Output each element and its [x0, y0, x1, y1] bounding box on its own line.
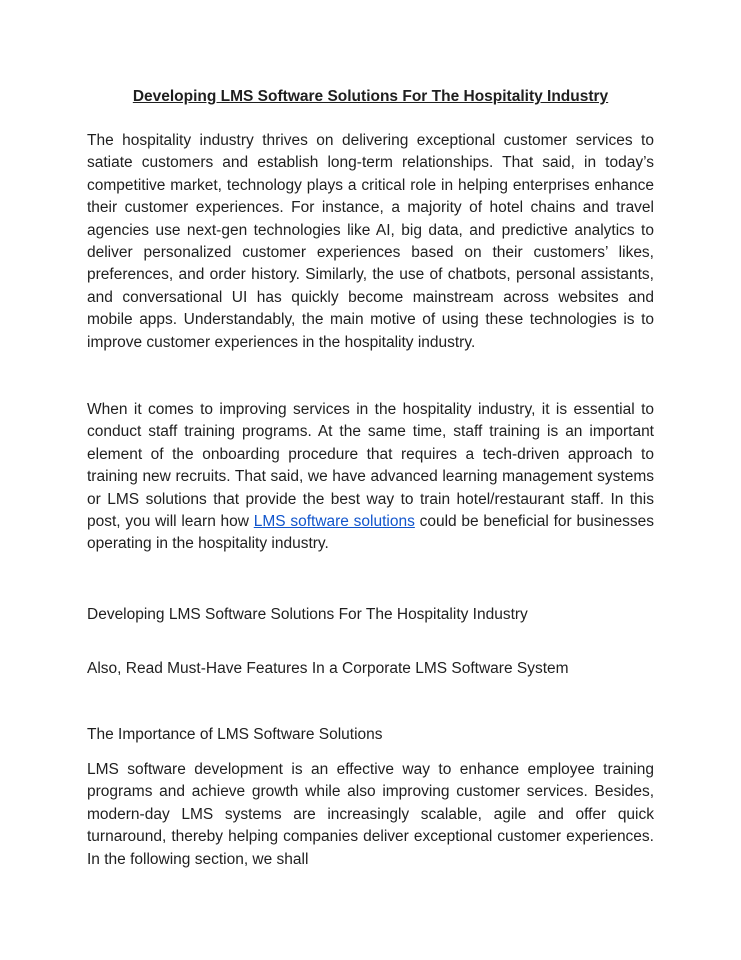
section-heading-line: Developing LMS Software Solutions For The Hospitality Industry [87, 606, 528, 623]
paragraph-text-before-link: When it comes to improving services in the hospitality industry, it is essential to conduct staff training programs. At the same time, staff training is an important element of the onboarding procedure that requires a tech-driven approach to training new recruits. That said, we have advanced learning management systems or LMS solutions that provide the best way to train hotel/restaurant staff. In this post, you will learn how [87, 401, 654, 531]
intro-paragraph: The hospitality industry thrives on delivering exceptional customer services to satiate customers and establish long-term relationships. That said, in today’s competitive market, technology plays a critical role in helping enterprises enhance their customer experiences. For instance, a majority of hotel chains and travel agencies use next-gen technologies like AI, big data, and predictive analytics to deliver personalized customer experiences based on their customers’ likes, preferences, and order history. Similarly, the use of chatbots, personal assistants, and conversational UI has quickly become mainstream across websites and mobile apps. Understandably, the main motive of using these technologies is to improve customer experiences in the hospitality industry. [87, 132, 654, 351]
also-read-line: Also, Read Must-Have Features In a Corporate LMS Software System [87, 660, 569, 677]
document-title: Developing LMS Software Solutions For The Hospitality Industry [132, 88, 609, 105]
staff-training-paragraph [87, 399, 654, 556]
lms-software-solutions-link[interactable]: LMS software solutions [253, 513, 415, 531]
lms-development-paragraph: LMS software development is an effective way to enhance employee training programs and achieve growth while also improving customer services. Besides, modern-day LMS systems are increasingly scalable, agile and offer quick turnaround, thereby helping companies deliver exceptional customer experiences. In the following section, we shall [87, 761, 654, 868]
paragraph-text-after-link: could be beneficial for businesses operating in the hospitality industry. [87, 513, 654, 553]
importance-heading: The Importance of LMS Software Solutions [87, 726, 383, 743]
